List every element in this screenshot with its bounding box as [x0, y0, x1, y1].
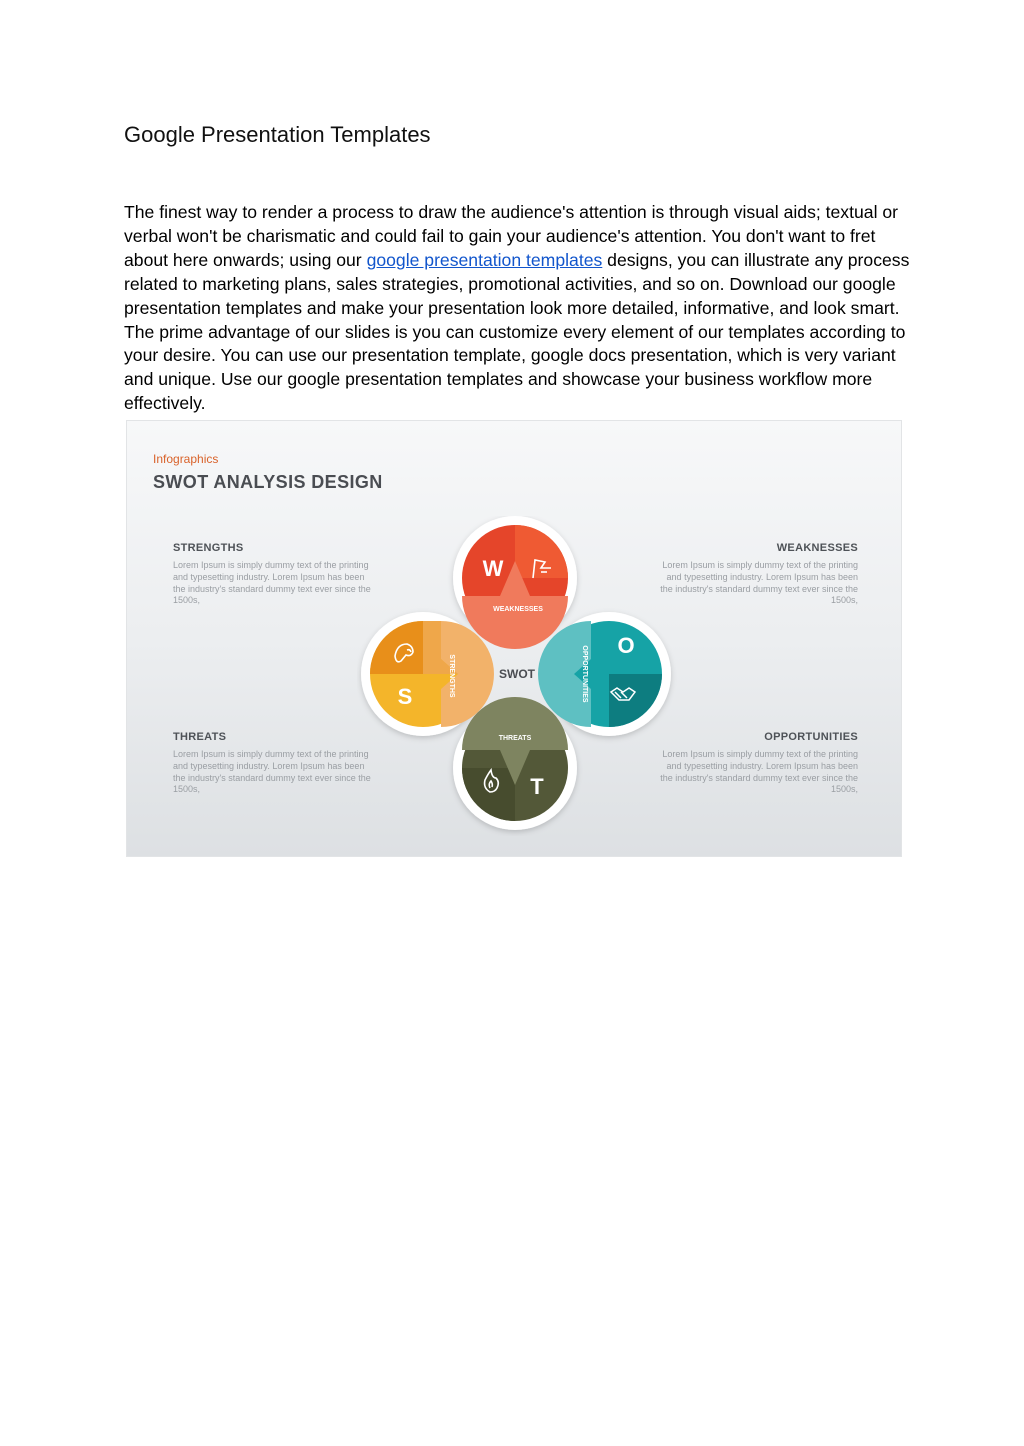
page-title: Google Presentation Templates: [124, 122, 431, 147]
swot-diagram: [357, 516, 677, 836]
paragraph-text-before-link: The finest way to render a process to draw the audience's attention is through visual aids; textual or verbal won't be charismatic and could fail to gain your audience's attention. You don't want to fret about here onwards; using our: [124, 202, 899, 270]
slide-subtitle: Infographics: [153, 452, 219, 466]
opportunities-text: Lorem Ipsum is simply dummy text of the printing and typesetting industry. Lorem Ipsum has been the industry's standard dummy text ever since the 1500s,: [660, 749, 858, 795]
swot-center-label: SWOT: [499, 667, 535, 681]
google-presentation-templates-link[interactable]: google presentation templates: [366, 249, 603, 270]
slide-title: SWOT ANALYSIS DESIGN: [153, 472, 383, 492]
weaknesses-text: Lorem Ipsum is simply dummy text of the printing and typesetting industry. Lorem Ipsum has been the industry's standard dummy text ever since the 1500s,: [660, 560, 858, 606]
strengths-letter: S: [397, 684, 413, 709]
strengths-text: Lorem Ipsum is simply dummy text of the printing and typesetting industry. Lorem Ipsum has been the industry's standard dummy text ever since the 1500s,: [173, 560, 371, 606]
opportunities-letter: O: [617, 633, 635, 658]
strengths-heading: STRENGTHS: [173, 542, 244, 554]
body-paragraph: [124, 201, 914, 416]
threats-circle-label: THREATS: [498, 735, 532, 742]
weaknesses-letter: W: [482, 556, 504, 581]
opportunities-circle: [538, 612, 671, 736]
weaknesses-circle: [453, 516, 577, 649]
opportunities-heading: OPPORTUNITIES: [764, 731, 858, 743]
weaknesses-heading: WEAKNESSES: [776, 542, 858, 554]
swot-slide-image: [126, 420, 902, 857]
weaknesses-circle-label: WEAKNESSES: [493, 606, 543, 613]
threats-text: Lorem Ipsum is simply dummy text of the printing and typesetting industry. Lorem Ipsum has been the industry's standard dummy text ever since the 1500s,: [173, 749, 371, 795]
threats-heading: THREATS: [173, 731, 227, 743]
strengths-circle-label: STRENGTHS: [448, 654, 455, 698]
paragraph-text-after-link: designs, you can illustrate any process related to marketing plans, sales strategies, promotional activities, and so on. Download our google presentation templates and make your presentation look more detailed, informative, and look smart. The prime advantage of our slides is you can customize every element of our templates according to your desire. You can use our presentation template, google docs presentation, which is very variant and unique. Use our google presentation templates and showcase your business workflow more effectively.: [124, 249, 910, 414]
opportunities-circle-label: OPPORTUNITIES: [581, 645, 588, 703]
threats-letter: T: [530, 774, 544, 799]
